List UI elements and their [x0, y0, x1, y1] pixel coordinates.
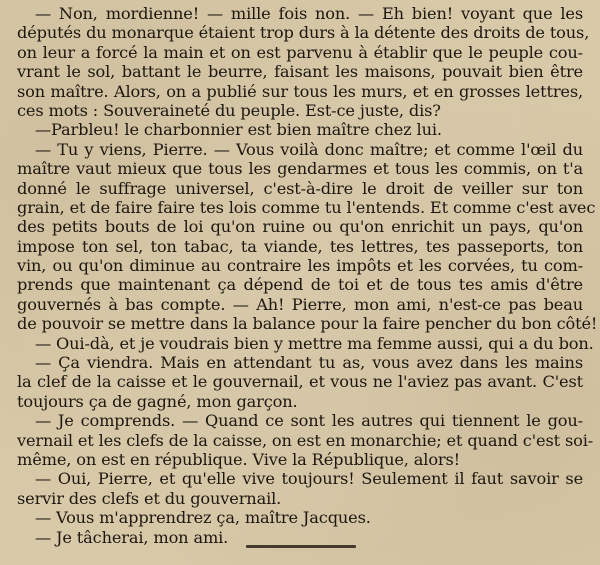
text-line: vernail et les clefs de la caisse, on est en monarchie; et quand c'est soi-: [17, 430, 594, 450]
text-line: — Non, mordienne! — mille fois non. — Eh bien! voyant que les: [35, 4, 583, 23]
text-line: de pouvoir se mettre dans la balance pour la faire pencher du bon côté!: [17, 314, 598, 334]
text-line: —Parbleu! le charbonnier est bien maître chez lui.: [35, 120, 442, 140]
text-line: — Je tâcherai, mon ami.: [35, 527, 229, 547]
text-line: vrant le sol, battant le beurre, faisant les maisons, pouvait bien être: [17, 62, 583, 82]
text-line: — Je comprends. — Quand ce sont les autres qui tiennent le gou-: [35, 411, 583, 431]
text-line: — Tu y viens, Pierre. — Vous voilà donc maître; et comme l'œil du: [35, 139, 583, 159]
text-line: ces mots : Souveraineté du peuple. Est-ce juste, dis?: [17, 100, 441, 120]
text-line: la clef de la caisse et le gouvernail, et vous ne l'aviez pas avant. C'est: [17, 372, 583, 392]
text-line: grain, et de faire faire tes lois comme tu l'entends. Et comme c'est avec: [17, 197, 596, 217]
text-line: — Oui-dà, et je voudrais bien y mettre ma femme aussi, qui a du bon.: [35, 333, 594, 353]
text-line: — Oui, Pierre, et qu'elle vive toujours! Seulement il faut savoir se: [35, 469, 583, 489]
text-line: députés du monarque étaient trop durs à la détente des droits de tous,: [17, 23, 590, 43]
article-text: [17, 4, 598, 547]
text-line: servir des clefs et du gouvernail.: [17, 488, 282, 508]
text-line: maître vaut mieux que tous les gendarmes et tous les commis, on t'a: [17, 159, 583, 179]
text-line: vin, ou qu'on diminue au contraire les impôts et les corvées, tu com-: [17, 256, 583, 276]
text-line: — Ça viendra. Mais en attendant tu as, vous avez dans les mains: [35, 353, 583, 373]
text-line: toujours ça de gagné, mon garçon.: [17, 391, 298, 411]
text-line: des petits bouts de loi qu'on ruine ou qu'on enrichit un pays, qu'on: [17, 217, 583, 237]
section-divider-rule: [246, 545, 356, 548]
text-line: même, on est en république. Vive la République, alors!: [17, 449, 461, 469]
text-line: gouvernés à bas compte. — Ah! Pierre, mon ami, n'est-ce pas beau: [17, 294, 583, 314]
text-line: donné le suffrage universel, c'est-à-dire le droit de veiller sur ton: [17, 178, 583, 198]
text-line: impose ton sel, ton tabac, ta viande, tes lettres, tes passeports, ton: [17, 236, 583, 256]
text-line: — Vous m'apprendrez ça, maître Jacques.: [35, 508, 371, 528]
text-line: on leur a forcé la main et on est parvenu à établir que le peuple cou-: [17, 42, 583, 62]
text-line: son maître. Alors, on a publié sur tous les murs, et en grosses lettres,: [17, 81, 583, 101]
text-line: prends que maintenant ça dépend de toi et de tous tes amis d'être: [17, 275, 583, 295]
